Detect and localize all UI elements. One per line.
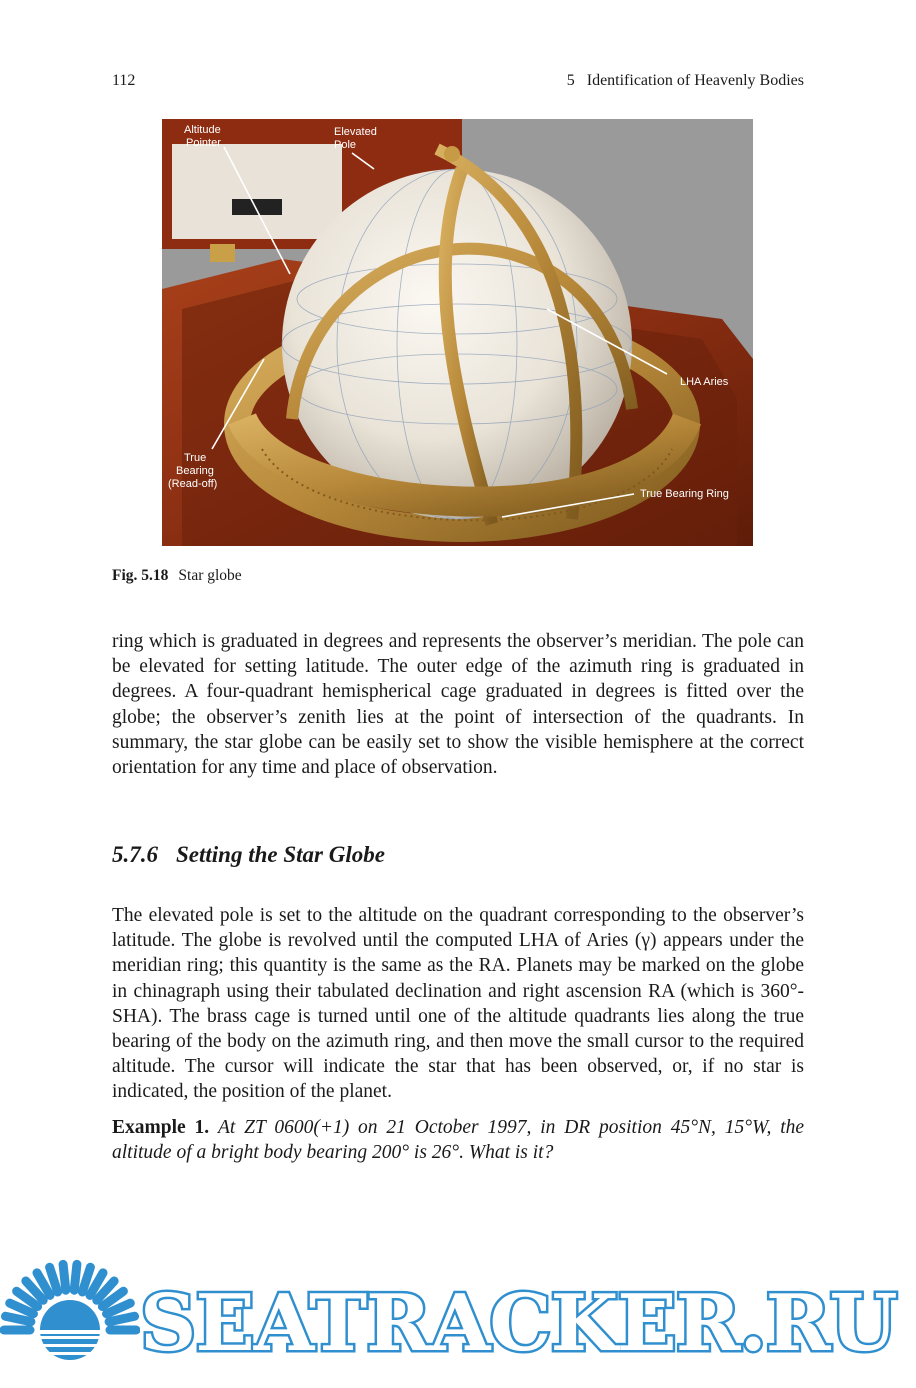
caption-number: Fig. 5.18 (112, 567, 169, 584)
section-number: 5.7.6 (112, 842, 158, 867)
sun-ray (109, 1316, 134, 1321)
label-true-bearing-3: (Read-off) (168, 478, 218, 490)
zenith-knob (444, 146, 460, 162)
label-altitude-pointer-2: Pointer (186, 137, 221, 149)
section-title: Setting the Star Globe (176, 842, 385, 867)
label-lha-aries: LHA Aries (680, 376, 729, 388)
running-head (112, 72, 804, 90)
label-altitude-pointer-1: Altitude (184, 124, 221, 136)
label-elevated-pole-2: Pole (334, 139, 357, 151)
watermark (0, 1252, 916, 1388)
label-true-bearing-ring: True Bearing Ring (640, 488, 729, 500)
sun-logo-icon (0, 1252, 140, 1388)
section-heading (112, 842, 385, 868)
sun-ray (74, 1264, 77, 1290)
caption-text: Star globe (178, 567, 242, 584)
lid-latch (232, 199, 282, 215)
label-true-bearing-2: Bearing (176, 465, 214, 477)
example-text: At ZT 0600(+1) on 21 October 1997, in DR position 45°N, 15°W, the altitude of a bright body bearing 200° is 26°. What is it? (112, 1117, 805, 1164)
figure-caption (112, 567, 242, 585)
watermark-text: SEATRACKER.RU (140, 1278, 897, 1369)
star-globe-photo (162, 119, 753, 546)
label-elevated-pole-1: Elevated (334, 126, 377, 138)
paragraph-2: The elevated pole is set to the altitude on the quadrant corresponding to the observer’s latitude. The globe is revolved until the computed LHA of Aries (γ) appears under the meridian ring; this quantity is the same as the RA. Planets may be marked on the globe in chinagraph using their tabulated declination and right ascension RA (which is 360°- SHA). The brass cage is turned until one of the altitude quadrants lies along the true bearing of the body on the azimuth ring, and then move the small cursor to the required altitude. The cursor will indicate the star that has been observed, or, if no star is indicated, the position of the planet. (112, 905, 804, 1103)
paragraph-1: ring which is graduated in degrees and represents the observer’s meridian. The pole can be elevated for setting latitude. The outer edge of the azimuth ring is graduated in degrees. A four-quadrant hemispherical cage graduated in degrees is fitted over the globe; the observer’s zenith lies at the point of intersection of the quadrants. In summary, the star globe can be easily set to show the visible hemisphere at the correct orientation for any time and place of observation. (112, 631, 804, 779)
example-1 (112, 1115, 804, 1165)
hinge (210, 244, 235, 262)
label-true-bearing-1: True (184, 452, 207, 464)
sun-ray (5, 1316, 30, 1321)
star-globe-figure (162, 119, 753, 546)
lid-instruction-card (172, 144, 342, 239)
example-label: Example 1. (112, 1117, 210, 1138)
sun-ray (63, 1264, 66, 1290)
chapter-title: 5 Identification of Heavenly Bodies (566, 72, 804, 89)
page-number: 112 (112, 72, 136, 89)
